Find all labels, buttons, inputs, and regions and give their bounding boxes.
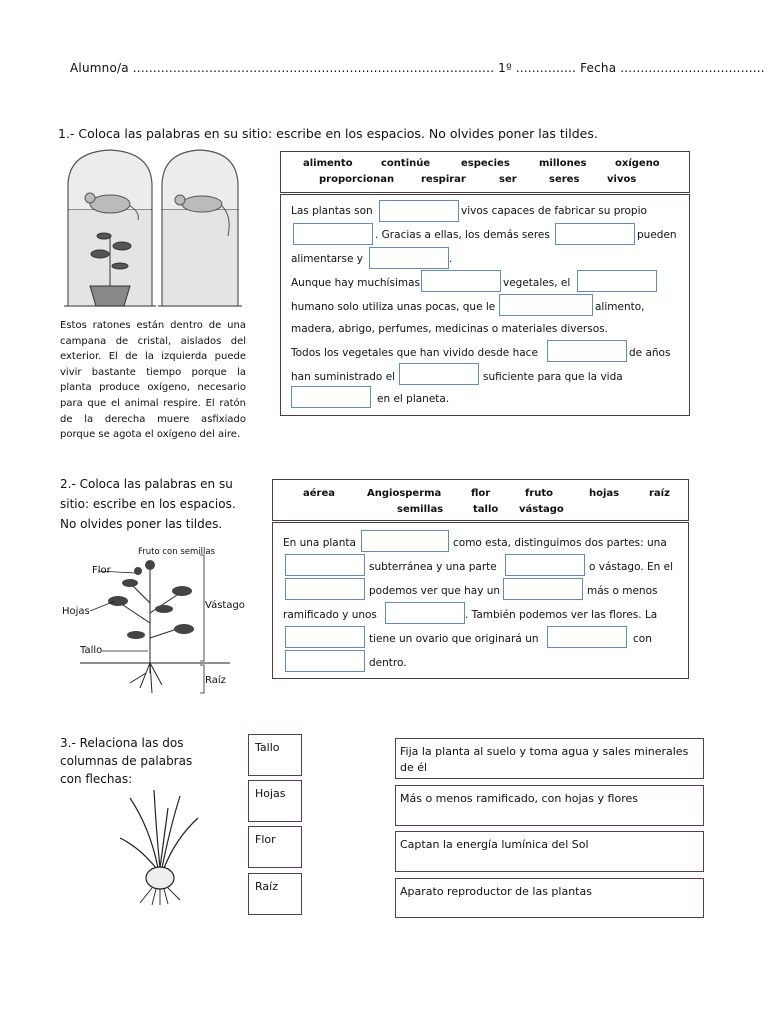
- text-line: con: [633, 633, 652, 645]
- text-line: como esta, distinguimos dos partes: una: [453, 537, 667, 549]
- blank-input[interactable]: [293, 223, 373, 245]
- word: seres: [549, 174, 580, 185]
- text-line: dentro.: [369, 657, 407, 669]
- blank-input[interactable]: [385, 602, 465, 624]
- blank-input[interactable]: [577, 270, 657, 292]
- fecha-field[interactable]: Fecha ....................................: [580, 61, 765, 75]
- word: ser: [499, 174, 517, 185]
- blank-input[interactable]: [285, 578, 365, 600]
- match-left-raiz[interactable]: Raíz: [248, 873, 302, 915]
- q1-caption: Estos ratones están dentro de una campana de cristal, aislados del exterior. El de la izquierda puede vivir bastante tiempo porque la planta produce oxígeno, necesario para que el animal respire. El ratón de la derecha muere asfixiado porque se agota el oxígeno del aire.: [60, 320, 246, 441]
- word: vivos: [607, 174, 637, 185]
- text-line: Todos los vegetales que han vivido desde hace: [291, 347, 538, 359]
- label-flor: Flor: [92, 565, 111, 576]
- q3-title: 3.- Relaciona las dos columnas de palabras con flechas:: [60, 736, 193, 786]
- roots: [140, 888, 180, 905]
- word: semillas: [397, 504, 444, 515]
- text-line: más o menos: [587, 585, 658, 597]
- blank-input[interactable]: [285, 554, 365, 576]
- text-line: En una planta: [283, 537, 356, 549]
- match-right-3[interactable]: Captan la energía lumínica del Sol: [395, 831, 704, 872]
- q1-fill-text: [280, 194, 690, 416]
- blank-input[interactable]: [291, 386, 371, 408]
- text-line: tiene un ovario que originará un: [369, 633, 539, 645]
- label-hojas: Hojas: [62, 606, 90, 617]
- bulb: [146, 867, 174, 889]
- blank-input[interactable]: [369, 247, 449, 269]
- text-line: .: [449, 253, 453, 265]
- word: continúe: [381, 158, 431, 169]
- text-line: pueden: [637, 229, 677, 241]
- word: tallo: [473, 504, 499, 515]
- label-tallo: Tallo: [80, 645, 103, 656]
- blank-input[interactable]: [421, 270, 501, 292]
- blank-input[interactable]: [361, 530, 449, 552]
- text-line: . Gracias a ellas, los demás seres: [375, 229, 550, 241]
- text-line: madera, abrigo, perfumes, medicinas o materiales diversos.: [291, 323, 608, 335]
- curso-field[interactable]: 1º ...............: [498, 61, 577, 75]
- bulb-plant-illustration: [110, 788, 210, 906]
- label-raiz: Raíz: [205, 675, 226, 686]
- bell-jars-illustration: [60, 146, 250, 316]
- text-line: podemos ver que hay un: [369, 585, 501, 597]
- word: Angiosperma: [367, 488, 442, 499]
- word: proporcionan: [319, 174, 395, 185]
- blank-input[interactable]: [503, 578, 583, 600]
- match-left-flor[interactable]: Flor: [248, 826, 302, 868]
- word: aérea: [303, 488, 335, 499]
- text-line: . También podemos ver las flores. La: [465, 609, 658, 621]
- text-line: han suministrado el: [291, 371, 396, 383]
- blank-input[interactable]: [399, 363, 479, 385]
- word: fruto: [525, 488, 554, 499]
- text-line: subterránea y una parte: [369, 561, 497, 573]
- blank-input[interactable]: [547, 340, 627, 362]
- q1-word-bank: [280, 151, 690, 193]
- blank-input[interactable]: [505, 554, 585, 576]
- alumno-field[interactable]: Alumno/a ..........................................................................................: [70, 61, 495, 75]
- plant-parts-diagram: [60, 543, 250, 695]
- q1-title: 1.- Coloca las palabras en su sitio: escribe en los espacios. No olvides poner las tildes.: [58, 126, 598, 141]
- match-left-hojas[interactable]: Hojas: [248, 780, 302, 822]
- word: oxígeno: [615, 158, 660, 169]
- match-right-2[interactable]: Más o menos ramificado, con hojas y flores: [395, 785, 704, 826]
- q2-fill-text: [272, 522, 689, 679]
- text-line: en el planeta.: [377, 393, 450, 405]
- blank-input[interactable]: [379, 200, 459, 222]
- blank-input[interactable]: [555, 223, 635, 245]
- match-right-4[interactable]: Aparato reproductor de las plantas: [395, 878, 704, 918]
- text-line: humano solo utiliza unas pocas, que le: [291, 301, 496, 313]
- text-line: de años: [629, 347, 671, 359]
- q2-title: 2.- Coloca las palabras en su sitio: escribe en los espacios. No olvides poner las tildes.: [60, 477, 236, 531]
- word: alimento: [303, 158, 353, 169]
- text-line: ramificado y unos: [283, 609, 377, 621]
- text-line: vivos capaces de fabricar su propio: [461, 205, 647, 217]
- blank-input[interactable]: [547, 626, 627, 648]
- text-line: o vástago. En el: [589, 561, 674, 573]
- text-line: alimentarse y: [291, 253, 363, 265]
- word: millones: [539, 158, 587, 169]
- word: hojas: [589, 488, 620, 499]
- label-fruto: Fruto con semillas: [138, 547, 216, 557]
- student-header: [70, 61, 765, 75]
- word: vástago: [519, 504, 564, 515]
- word: respirar: [421, 174, 466, 185]
- q2-word-bank: [272, 479, 689, 521]
- word: raíz: [649, 488, 670, 499]
- label-vastago: Vástago: [205, 600, 245, 611]
- text-line: alimento,: [595, 301, 645, 313]
- word: especies: [461, 158, 510, 169]
- match-left-tallo[interactable]: Tallo: [248, 734, 302, 776]
- match-right-1[interactable]: Fija la planta al suelo y toma agua y sales minerales de él: [395, 738, 704, 779]
- text-line: suficiente para que la vida: [483, 371, 623, 383]
- roots: [130, 663, 162, 693]
- blank-input[interactable]: [499, 294, 593, 316]
- blank-input[interactable]: [285, 626, 365, 648]
- blank-input[interactable]: [285, 650, 365, 672]
- text-line: vegetales, el: [503, 277, 571, 289]
- text-line: Aunque hay muchísimas: [291, 277, 420, 289]
- text-line: Las plantas son: [291, 205, 373, 217]
- word: flor: [471, 488, 491, 499]
